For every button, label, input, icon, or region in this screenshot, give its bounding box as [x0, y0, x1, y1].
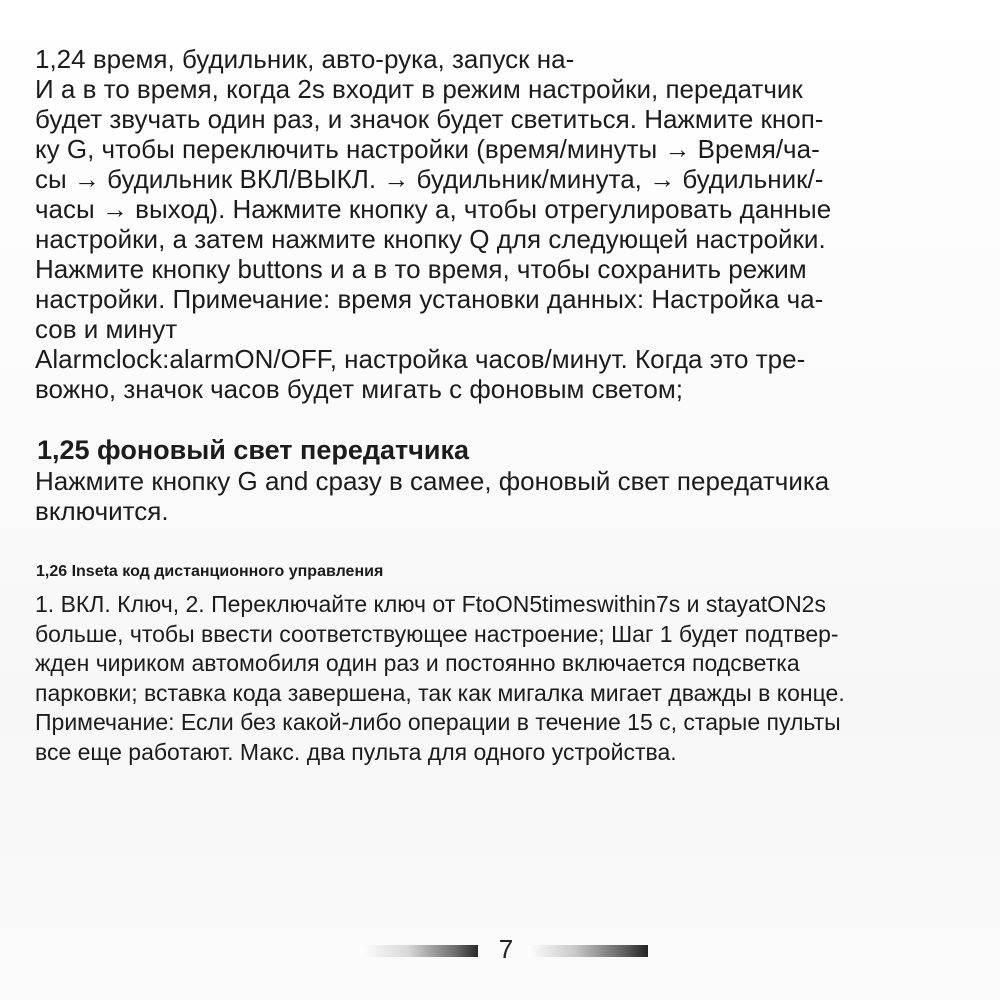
section-125-title: 1,25 фоновый свет передатчика: [37, 435, 470, 465]
section-124-line: сы → будильник ВКЛ/ВЫКЛ. → будильник/минута, → будильник/-: [35, 164, 824, 194]
section-124-line: Alarmclock:alarmON/OFF, настройка часов/минут. Когда это тре-: [35, 344, 806, 374]
spacer: [35, 582, 980, 590]
section-124-body: [35, 74, 980, 404]
page-footer: [360, 933, 660, 967]
section-125-body: [35, 466, 980, 526]
section-126-line: жден чириком автомобиля один раз и постоянно включается подсветка: [35, 650, 800, 676]
spacer: [35, 404, 980, 434]
section-124-line: вожно, значок часов будет мигать с фоновым светом;: [35, 374, 683, 404]
footer-gradient-bar-right: [528, 945, 648, 957]
section-124-line: ку G, чтобы переключить настройки (время/минуты → Время/ча-: [35, 134, 820, 164]
section-124-line: сов и минут: [35, 314, 178, 344]
section-126-line: Примечание: Если без какой-либо операции в течение 15 с, старые пульты: [35, 709, 841, 735]
section-126-body: [35, 590, 980, 767]
section-126-line: 1. ВКЛ. Ключ, 2. Переключайте ключ от FtoON5timeswithin7s и stayatON2s: [35, 591, 826, 617]
document-content: [35, 44, 980, 767]
page-number: 7: [498, 934, 514, 964]
section-126-line: больше, чтобы ввести соответствующее настроение; Шаг 1 будет подтвер-: [35, 620, 839, 647]
section-124-line: настройки. Примечание: время установки данных: Настройка ча-: [35, 284, 824, 314]
section-124-title: 1,24 время, будильник, авто-рука, запуск на-: [35, 44, 575, 74]
section-124-line: часы → выход). Нажмите кнопку a, чтобы отрегулировать данные: [35, 194, 832, 224]
section-124-line: И а в то время, когда 2s входит в режим настройки, передатчик: [35, 74, 803, 104]
section-126-line: все еще работают. Макс. два пульта для одного устройства.: [35, 738, 677, 765]
section-124-line: будет звучать один раз, и значок будет светиться. Нажмите кноп-: [35, 104, 824, 134]
section-124-line: Нажмите кнопку buttons и а в то время, чтобы сохранить режим: [35, 254, 807, 284]
footer-gradient-bar-left: [360, 945, 478, 957]
section-126-title: 1,26 Inseta код дистанционного управления: [36, 563, 384, 580]
section-126-line: парковки; вставка кода завершена, так как мигалка мигает дважды в конце.: [35, 679, 845, 706]
spacer: [35, 526, 980, 562]
section-125-line: включится.: [35, 496, 169, 526]
section-124-line: настройки, а затем нажмите кнопку Q для следующей настройки.: [35, 224, 826, 254]
section-125-line: Нажмите кнопку G and сразу в самее, фоновый свет передатчика: [35, 466, 830, 496]
